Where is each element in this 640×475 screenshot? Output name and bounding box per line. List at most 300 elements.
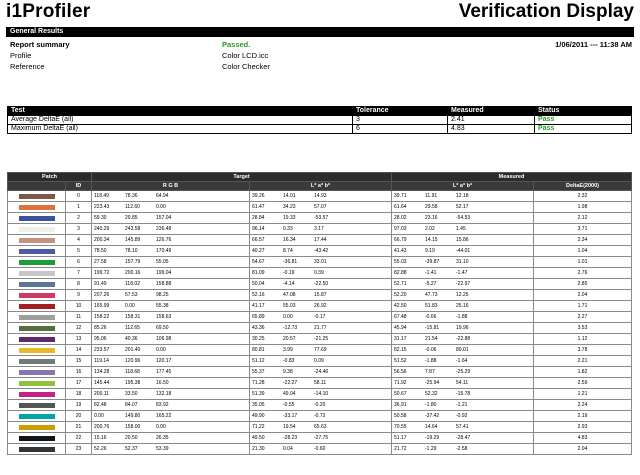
patch-rgb-value: 0.00 <box>156 204 166 210</box>
patch-rgb <box>92 312 250 323</box>
patch-rgb-value: 112.65 <box>125 325 140 331</box>
report-summary-value: Passed. <box>222 40 251 49</box>
measured-lab <box>392 312 534 323</box>
patch-rgb <box>92 246 250 257</box>
header-swatch <box>8 182 66 191</box>
target-lab <box>250 444 392 455</box>
measured-lab-value: 55.03 <box>394 259 407 265</box>
patch-rgb <box>92 367 250 378</box>
patch-rgb-value: 40.36 <box>125 336 138 342</box>
measured-lab-value: 42.50 <box>394 303 407 309</box>
patch-id: 10 <box>66 301 92 312</box>
target-lab-value: 3.99 <box>283 347 293 353</box>
target-lab-value: 21.77 <box>314 325 327 331</box>
target-lab <box>250 301 392 312</box>
target-lab-value: 30.25 <box>252 336 265 342</box>
color-swatch <box>19 315 55 320</box>
measured-lab <box>392 444 534 455</box>
target-lab-value: 55.03 <box>283 303 296 309</box>
patch-row <box>8 367 632 378</box>
target-lab-value: -43.42 <box>314 248 329 254</box>
patch-deltae: 3.53 <box>534 323 632 334</box>
patch-rgb-value: 69.50 <box>156 325 169 331</box>
target-lab-value: 77.69 <box>314 347 327 353</box>
measured-lab-value: -5.27 <box>425 281 437 287</box>
measured-lab <box>392 202 534 213</box>
patch-row <box>8 213 632 224</box>
patch-rgb-value: 134.28 <box>94 369 110 375</box>
measured-lab-value: 19.96 <box>456 325 469 331</box>
summary-row <box>8 125 632 134</box>
patch-rgb-value: 82.48 <box>94 402 107 408</box>
measured-lab-value: -1.41 <box>425 270 437 276</box>
color-swatch <box>19 414 55 419</box>
color-swatch <box>19 436 55 441</box>
patch-swatch-cell <box>8 279 66 290</box>
target-lab <box>250 268 392 279</box>
patch-swatch-cell <box>8 224 66 235</box>
color-swatch <box>19 260 55 265</box>
measured-lab-value: 67.48 <box>394 314 407 320</box>
target-lab-value: 41.17 <box>252 303 265 309</box>
target-lab-value: 71.28 <box>252 380 265 386</box>
patch-rgb-value: 195.38 <box>125 380 141 386</box>
patch-swatch-cell <box>8 290 66 301</box>
patch-deltae: 1.01 <box>534 257 632 268</box>
measured-lab-value: -22.97 <box>456 281 471 287</box>
patch-swatch-cell <box>8 356 66 367</box>
patch-rgb-value: 165.22 <box>156 413 172 419</box>
patch-swatch-cell <box>8 367 66 378</box>
patch-swatch-cell <box>8 301 66 312</box>
measured-lab <box>392 323 534 334</box>
measured-lab-value: -19.29 <box>425 435 440 441</box>
target-lab <box>250 389 392 400</box>
target-lab-value: 0.04 <box>283 446 293 452</box>
measured-lab <box>392 378 534 389</box>
patch-rgb <box>92 235 250 246</box>
target-lab <box>250 202 392 213</box>
target-lab-value: 40.27 <box>252 248 265 254</box>
patch-id: 2 <box>66 213 92 224</box>
target-lab-value: -0.20 <box>314 402 326 408</box>
target-lab <box>250 224 392 235</box>
target-lab-value: 55.37 <box>252 369 265 375</box>
target-lab-value: 35.05 <box>252 402 265 408</box>
patch-row <box>8 235 632 246</box>
target-lab-value: 0.00 <box>283 314 293 320</box>
patch-deltae: 2.04 <box>534 444 632 455</box>
patch-rgb <box>92 301 250 312</box>
reference-value: Color Checker <box>222 62 270 71</box>
patch-row <box>8 433 632 444</box>
patch-id: 7 <box>66 268 92 279</box>
measured-lab <box>392 246 534 257</box>
patch-rgb <box>92 411 250 422</box>
measured-lab <box>392 301 534 312</box>
target-lab <box>250 411 392 422</box>
patch-rgb-value: 20.50 <box>125 435 138 441</box>
patch-rgb <box>92 389 250 400</box>
target-lab-value: -0.55 <box>283 402 295 408</box>
summary-tolerance: 3 <box>353 116 448 125</box>
patch-deltae: 2.59 <box>534 378 632 389</box>
patch-swatch-cell <box>8 323 66 334</box>
target-lab <box>250 356 392 367</box>
patch-rgb-value: 158.22 <box>94 314 110 320</box>
patch-rgb-value: 236.48 <box>156 226 172 232</box>
patch-row <box>8 224 632 235</box>
measured-lab-value: 15.86 <box>456 237 469 243</box>
patch-row <box>8 191 632 202</box>
measured-lab <box>392 345 534 356</box>
patch-rgb <box>92 444 250 455</box>
patch-rgb <box>92 345 250 356</box>
patch-rgb-value: 243.58 <box>125 226 141 232</box>
patch-deltae: 2.04 <box>534 290 632 301</box>
header-patch: Patch <box>8 173 92 182</box>
measured-lab-value: -2.58 <box>456 446 468 452</box>
target-lab-value: 71.22 <box>252 424 265 430</box>
measured-lab-value: -0.06 <box>425 347 437 353</box>
patch-rgb-value: 0.00 <box>94 413 104 419</box>
patch-row <box>8 312 632 323</box>
patch-deltae: 1.21 <box>534 389 632 400</box>
target-lab-value: -12.73 <box>283 325 298 331</box>
patch-rgb-value: 55.38 <box>156 303 169 309</box>
brand-title: i1Profiler <box>6 1 91 22</box>
patch-swatch-cell <box>8 213 66 224</box>
patch-row <box>8 444 632 455</box>
patch-rgb-value: 106.98 <box>156 336 172 342</box>
patch-rgb-value: 149.80 <box>125 413 141 419</box>
patch-rgb <box>92 323 250 334</box>
patch-group-header-row <box>8 173 632 182</box>
patch-rgb <box>92 290 250 301</box>
color-swatch <box>19 282 55 287</box>
patch-rgb-value: 118.49 <box>94 193 109 199</box>
patch-rgb-value: 64.94 <box>156 193 169 199</box>
patch-rgb-value: 84.07 <box>125 402 138 408</box>
target-lab-value: 34.23 <box>283 204 296 210</box>
patch-row <box>8 400 632 411</box>
patch-row <box>8 356 632 367</box>
patch-rgb-value: 33.50 <box>125 391 138 397</box>
measured-lab <box>392 213 534 224</box>
summary-row <box>8 116 632 125</box>
color-swatch <box>19 216 55 221</box>
patch-rgb-value: 27.58 <box>94 259 107 265</box>
patch-rgb <box>92 433 250 444</box>
measured-lab-value: 7.87 <box>425 369 435 375</box>
patch-rgb-value: 112.60 <box>125 204 140 210</box>
target-lab-value: -0.60 <box>314 446 326 452</box>
patch-rgb-value: 118.02 <box>125 281 140 287</box>
measured-lab-value: 50.67 <box>394 391 407 397</box>
patch-rgb-value: 57.53 <box>125 292 138 298</box>
summary-status: Pass <box>535 116 632 125</box>
patch-id: 13 <box>66 334 92 345</box>
color-swatch <box>19 425 55 430</box>
patch-rgb-value: 132.18 <box>156 391 172 397</box>
patch-id: 1 <box>66 202 92 213</box>
summary-header-test: Test <box>8 107 353 116</box>
target-lab-value: 61.47 <box>252 204 265 210</box>
measured-lab-value: 14.64 <box>425 424 438 430</box>
color-swatch <box>19 249 55 254</box>
target-lab <box>250 235 392 246</box>
summary-header-tolerance: Tolerance <box>353 107 448 116</box>
profile-value: Color LCD.icc <box>222 51 269 60</box>
patch-rgb-value: 158.00 <box>125 424 141 430</box>
patch-swatch-cell <box>8 257 66 268</box>
measured-lab-value: 47.73 <box>425 292 438 298</box>
patch-row <box>8 279 632 290</box>
target-lab-value: -0.17 <box>314 314 326 320</box>
patch-deltae: 2.85 <box>534 279 632 290</box>
summary-test: Average DeltaE (all) <box>8 116 353 125</box>
patch-rgb <box>92 356 250 367</box>
measured-lab <box>392 257 534 268</box>
patch-rgb-value: 201.40 <box>125 347 141 353</box>
target-lab-value: 0.39 <box>314 270 324 276</box>
patch-rgb-value: 207.26 <box>94 292 110 298</box>
measured-lab-value: -25.94 <box>425 380 440 386</box>
measured-lab-value: 52.32 <box>425 391 438 397</box>
target-lab <box>250 433 392 444</box>
measured-lab <box>392 422 534 433</box>
patch-deltae: 2.76 <box>534 268 632 279</box>
target-lab-value: -22.50 <box>314 281 329 287</box>
measured-lab-value: 9.19 <box>425 248 435 254</box>
target-lab-value: -4.14 <box>283 281 295 287</box>
target-lab-value: 16.34 <box>283 237 296 243</box>
patch-swatch-cell <box>8 444 66 455</box>
target-lab-value: 0.33 <box>283 226 293 232</box>
report-header <box>6 0 634 26</box>
general-results-bar: General Results <box>6 27 634 37</box>
patch-rgb <box>92 191 250 202</box>
patch-rgb-value: 91.49 <box>94 281 107 287</box>
target-lab-value: -28.23 <box>283 435 298 441</box>
patch-swatch-cell <box>8 246 66 257</box>
measured-lab <box>392 290 534 301</box>
measured-lab-value: 54.11 <box>456 380 469 386</box>
patch-deltae: 1.04 <box>534 246 632 257</box>
patch-deltae: 2.34 <box>534 235 632 246</box>
measured-lab-value: 82.15 <box>394 347 407 353</box>
patch-id: 0 <box>66 191 92 202</box>
patch-swatch-cell <box>8 411 66 422</box>
header-measured: Measured <box>392 173 632 182</box>
measured-lab-value: 2.02 <box>425 226 435 232</box>
target-lab-value: 65.89 <box>252 314 265 320</box>
target-lab-value: 8.74 <box>283 248 293 254</box>
patch-rgb <box>92 400 250 411</box>
target-lab-value: -27.75 <box>314 435 329 441</box>
measured-lab-value: -15.78 <box>456 391 471 397</box>
measured-lab <box>392 235 534 246</box>
patch-rgb-value: 118.68 <box>125 369 140 375</box>
measured-lab-value: 21.72 <box>394 446 407 452</box>
target-lab-value: -36.81 <box>283 259 298 265</box>
patch-row <box>8 202 632 213</box>
target-lab <box>250 279 392 290</box>
report-summary-label: Report summary <box>10 40 70 49</box>
color-swatch <box>19 227 55 232</box>
patch-rgb-value: 200.11 <box>94 391 109 397</box>
measured-lab <box>392 191 534 202</box>
target-lab-value: 14.01 <box>283 193 296 199</box>
target-lab-value: 20.57 <box>283 336 296 342</box>
color-swatch <box>19 205 55 210</box>
measured-lab-value: 70.55 <box>394 424 407 430</box>
patch-rgb-value: 98.25 <box>156 292 169 298</box>
target-lab <box>250 367 392 378</box>
target-lab-value: -14.10 <box>314 391 329 397</box>
measured-lab-value: 52.71 <box>394 281 407 287</box>
patch-rgb-value: 52.26 <box>94 446 107 452</box>
measured-lab <box>392 389 534 400</box>
patch-rgb-value: 95.06 <box>94 336 107 342</box>
patch-rgb-value: 83.92 <box>156 402 169 408</box>
summary-test: Maximum DeltaE (all) <box>8 125 353 134</box>
patch-rgb-value: 126.76 <box>156 237 172 243</box>
patch-rgb <box>92 213 250 224</box>
patch-row <box>8 389 632 400</box>
patch-rgb-value: 53.39 <box>156 446 169 452</box>
patch-rgb-value: 158.88 <box>156 281 172 287</box>
patch-row <box>8 411 632 422</box>
measured-lab-value: 12.25 <box>456 292 469 298</box>
target-lab-value: 65.63 <box>314 424 327 430</box>
patch-rgb-value: 52.37 <box>125 446 138 452</box>
measured-lab-value: 39.71 <box>394 193 407 199</box>
target-lab-value: 52.16 <box>252 292 265 298</box>
patch-rgb-value: 29.85 <box>125 215 138 221</box>
target-lab-value: -33.17 <box>283 413 298 419</box>
patch-rgb <box>92 378 250 389</box>
target-lab <box>250 213 392 224</box>
patch-rgb <box>92 257 250 268</box>
patch-swatch-cell <box>8 334 66 345</box>
patch-id: 22 <box>66 433 92 444</box>
patch-swatch-cell <box>8 191 66 202</box>
patch-rgb-value: 158.31 <box>125 314 141 320</box>
patch-deltae: 1.12 <box>534 334 632 345</box>
target-lab-value: 54.67 <box>252 259 265 265</box>
general-results <box>10 39 632 72</box>
measured-lab-value: -1.88 <box>425 358 437 364</box>
color-swatch <box>19 293 55 298</box>
target-lab-value: 19.54 <box>283 424 296 430</box>
patch-deltae: 2.93 <box>534 422 632 433</box>
header-rgb: R G B <box>92 182 250 191</box>
target-lab-value: -0.19 <box>283 270 295 276</box>
target-lab-value: 80.81 <box>252 347 265 353</box>
patch-rgb-value: 85.26 <box>94 325 107 331</box>
target-lab <box>250 312 392 323</box>
target-lab-value: 3.17 <box>314 226 324 232</box>
target-lab-value: -0.72 <box>314 413 326 419</box>
patch-rgb-value: 15.16 <box>94 435 107 441</box>
patch-deltae: 2.12 <box>534 213 632 224</box>
target-lab-value: 0.09 <box>314 358 324 364</box>
patch-rgb-value: 233.57 <box>94 347 110 353</box>
patch-row <box>8 301 632 312</box>
patch-row <box>8 345 632 356</box>
measured-lab <box>392 279 534 290</box>
color-swatch <box>19 359 55 364</box>
patch-rgb-value: 120.96 <box>125 358 141 364</box>
measured-lab-value: -54.53 <box>456 215 471 221</box>
target-lab-value: -53.57 <box>314 215 329 221</box>
measured-lab-value: -1.88 <box>456 314 468 320</box>
color-swatch <box>19 447 55 452</box>
patch-rgb <box>92 422 250 433</box>
measured-lab-value: 12.18 <box>456 193 469 199</box>
patch-swatch-cell <box>8 400 66 411</box>
patch-deltae: 2.27 <box>534 312 632 323</box>
header-measured-lab: L* a* b* <box>392 182 534 191</box>
patch-deltae: 2.21 <box>534 356 632 367</box>
patch-rgb-value: 26.35 <box>156 435 169 441</box>
target-lab-value: 47.08 <box>283 292 296 298</box>
target-lab-value: 15.87 <box>314 292 327 298</box>
measured-lab-value: 51.83 <box>425 303 438 309</box>
measured-lab-value: 80.01 <box>456 347 469 353</box>
target-lab-value: 66.57 <box>252 237 265 243</box>
measured-lab-value: 41.43 <box>394 248 407 254</box>
summary-header-measured: Measured <box>448 107 535 116</box>
measured-lab-value: -1.80 <box>425 402 437 408</box>
target-lab-value: 51.12 <box>252 358 265 364</box>
patch-rgb <box>92 268 250 279</box>
measured-lab-value: 56.56 <box>394 369 407 375</box>
patch-id: 4 <box>66 235 92 246</box>
header-id: ID <box>66 182 92 191</box>
header-deltae: DeltaE(2000) <box>534 182 632 191</box>
measured-lab-value: -0.92 <box>456 413 468 419</box>
target-lab-value: 21.30 <box>252 446 265 452</box>
measured-lab-value: 23.16 <box>425 215 438 221</box>
measured-lab-value: 66.79 <box>394 237 407 243</box>
patch-rgb <box>92 202 250 213</box>
patch-row <box>8 290 632 301</box>
measured-lab-value: 28.02 <box>394 215 407 221</box>
patch-id: 20 <box>66 411 92 422</box>
patch-rgb-value: 157.79 <box>125 259 141 265</box>
measured-lab-value: 82.88 <box>394 270 407 276</box>
header-target: Target <box>92 173 392 182</box>
patch-rgb <box>92 334 250 345</box>
patch-deltae: 1.98 <box>534 202 632 213</box>
patch-rgb-value: 78.50 <box>94 248 107 254</box>
measured-lab-value: 71.92 <box>394 380 407 386</box>
patch-rgb-value: 199.04 <box>156 270 172 276</box>
measured-lab-value: 61.64 <box>394 204 407 210</box>
target-lab <box>250 246 392 257</box>
measured-lab-value: 51.52 <box>394 358 407 364</box>
header-target-lab: L* a* b* <box>250 182 392 191</box>
target-lab <box>250 334 392 345</box>
measured-lab <box>392 334 534 345</box>
patch-rgb-value: 0.00 <box>156 424 166 430</box>
measured-lab-value: -22.88 <box>456 336 471 342</box>
patch-rgb-value: 157.04 <box>156 215 172 221</box>
measured-lab-value: 57.41 <box>456 424 469 430</box>
patch-id: 14 <box>66 345 92 356</box>
